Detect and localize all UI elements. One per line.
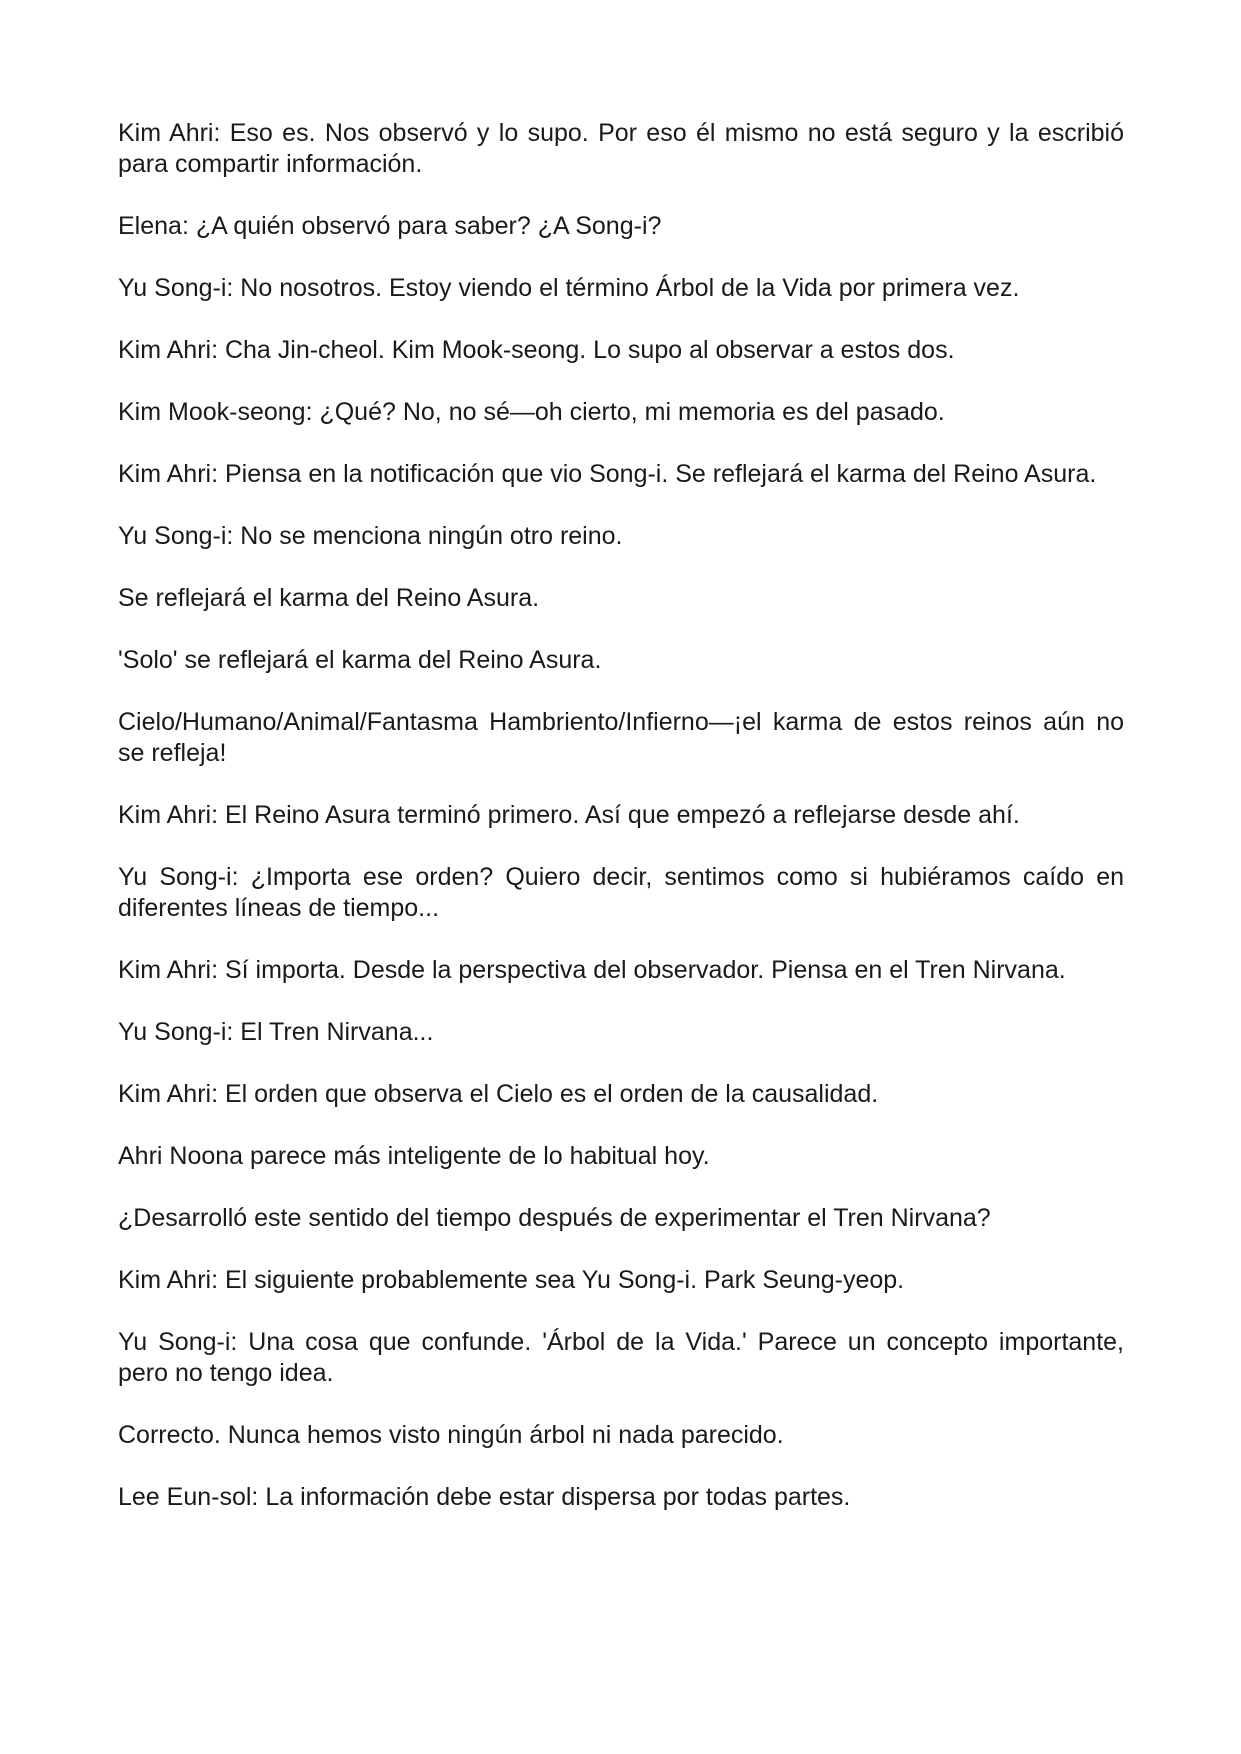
paragraph-1: Kim Ahri: Eso es. Nos observó y lo supo. Por eso él mismo no está seguro y la escribió para compartir información. <box>118 119 1124 178</box>
paragraph-10: Cielo/Humano/Animal/Fantasma Hambriento/Infierno—¡el karma de estos reinos aún no se refleja! <box>118 708 1124 767</box>
paragraph-2: Elena: ¿A quién observó para saber? ¿A Song-i? <box>118 212 662 240</box>
paragraph-15: Kim Ahri: El orden que observa el Cielo es el orden de la causalidad. <box>118 1080 879 1108</box>
paragraph-4: Kim Ahri: Cha Jin-cheol. Kim Mook-seong. Lo supo al observar a estos dos. <box>118 336 955 364</box>
paragraph-11: Kim Ahri: El Reino Asura terminó primero. Así que empezó a reflejarse desde ahí. <box>118 801 1020 829</box>
paragraph-8: Se reflejará el karma del Reino Asura. <box>118 584 540 612</box>
paragraph-12: Yu Song-i: ¿Importa ese orden? Quiero decir, sentimos como si hubiéramos caído en diferentes líneas de tiempo... <box>118 863 1124 922</box>
paragraph-9: 'Solo' se reflejará el karma del Reino Asura. <box>118 646 602 674</box>
paragraph-13: Kim Ahri: Sí importa. Desde la perspectiva del observador. Piensa en el Tren Nirvana. <box>118 956 1066 984</box>
paragraph-14: Yu Song-i: El Tren Nirvana... <box>118 1018 434 1046</box>
paragraph-3: Yu Song-i: No nosotros. Estoy viendo el término Árbol de la Vida por primera vez. <box>118 274 1020 302</box>
document-page <box>118 118 1124 1513</box>
paragraph-21: Lee Eun-sol: La información debe estar dispersa por todas partes. <box>118 1483 851 1511</box>
paragraph-18: Kim Ahri: El siguiente probablemente sea Yu Song-i. Park Seung-yeop. <box>118 1266 905 1294</box>
paragraph-19: Yu Song-i: Una cosa que confunde. 'Árbol de la Vida.' Parece un concepto importante, pero no tengo idea. <box>118 1328 1124 1387</box>
paragraph-6: Kim Ahri: Piensa en la notificación que vio Song-i. Se reflejará el karma del Reino Asura. <box>118 460 1097 488</box>
paragraph-16: Ahri Noona parece más inteligente de lo habitual hoy. <box>118 1142 710 1170</box>
paragraph-20: Correcto. Nunca hemos visto ningún árbol ni nada parecido. <box>118 1421 784 1449</box>
paragraph-7: Yu Song-i: No se menciona ningún otro reino. <box>118 522 623 550</box>
paragraph-5: Kim Mook-seong: ¿Qué? No, no sé—oh cierto, mi memoria es del pasado. <box>118 398 945 426</box>
paragraph-17: ¿Desarrolló este sentido del tiempo después de experimentar el Tren Nirvana? <box>118 1204 991 1232</box>
